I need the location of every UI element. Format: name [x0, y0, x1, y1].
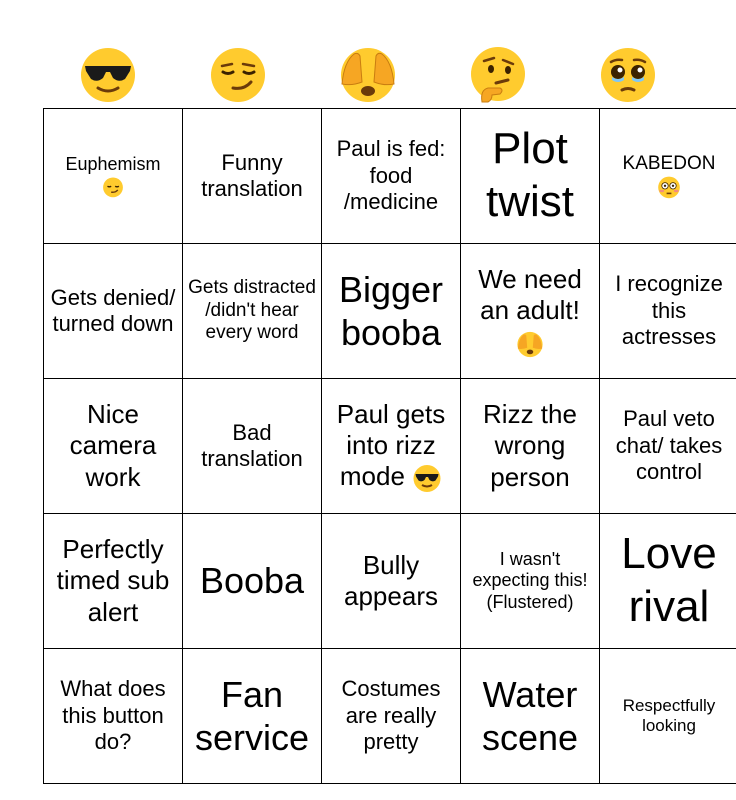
bingo-cell[interactable] — [461, 109, 600, 244]
bingo-cell[interactable] — [44, 379, 183, 514]
cell-text: I wasn't expecting this! (Flustered) — [472, 548, 588, 612]
smirking-face-icon — [208, 44, 268, 104]
header-cell-2 — [173, 40, 303, 108]
bingo-cell[interactable] — [600, 244, 736, 379]
bingo-cell[interactable] — [600, 109, 736, 244]
bingo-cell[interactable] — [322, 109, 461, 244]
board-row-2 — [44, 244, 736, 379]
bingo-cell[interactable] — [600, 379, 736, 514]
face-with-hands-over-eyes-icon — [338, 44, 398, 104]
cell-text: Booba — [199, 560, 305, 602]
bingo-cell[interactable] — [461, 514, 600, 649]
face-with-hands-over-eyes-icon — [516, 330, 544, 358]
header-cell-1 — [43, 40, 173, 108]
header-cell-5 — [563, 40, 693, 108]
cell-text: We need an adult! — [478, 264, 582, 326]
bingo-cell[interactable] — [461, 379, 600, 514]
sunglasses-face-icon — [412, 463, 442, 493]
bingo-cell[interactable] — [183, 514, 322, 649]
bingo-cell[interactable] — [183, 379, 322, 514]
cell-text: Respectfully looking — [622, 695, 716, 735]
bingo-cell[interactable] — [461, 649, 600, 784]
board-row-5 — [44, 649, 736, 784]
bingo-cell[interactable] — [44, 649, 183, 784]
cell-text: Bigger booba — [338, 268, 444, 353]
cell-text: Euphemism — [65, 154, 161, 175]
emoji-header-row — [43, 40, 693, 108]
cell-text: Perfectly timed sub alert — [56, 534, 170, 627]
cell-text: Paul gets into rizz mode — [336, 398, 446, 492]
cell-text: Funny translation — [201, 149, 303, 201]
bingo-cell[interactable] — [322, 649, 461, 784]
cell-text: Gets distracted /didn't hear every word — [188, 276, 316, 344]
flushed-face-icon — [657, 175, 681, 199]
thinking-face-icon — [468, 44, 528, 104]
cell-text: Fan service — [194, 673, 310, 758]
cell-text: Nice camera work — [69, 399, 157, 492]
bingo-cell[interactable] — [322, 379, 461, 514]
bingo-cell[interactable] — [183, 649, 322, 784]
cell-text: Paul veto chat/ takes control — [615, 406, 723, 485]
cell-text: What does this button do? — [60, 676, 166, 755]
bingo-cell[interactable] — [322, 244, 461, 379]
board-row-4 — [44, 514, 736, 649]
cell-text: KABEDON — [622, 152, 716, 174]
bingo-cell[interactable] — [44, 244, 183, 379]
bingo-cell[interactable] — [461, 244, 600, 379]
smirking-face-icon — [102, 176, 124, 198]
cell-text: I recognize this actresses — [615, 271, 723, 350]
board-row-3 — [44, 379, 736, 514]
board-row-1 — [44, 109, 736, 244]
header-cell-3 — [303, 40, 433, 108]
bingo-cell[interactable] — [600, 514, 736, 649]
bingo-board — [43, 108, 736, 784]
cell-text: Plot twist — [486, 124, 574, 226]
cell-text: Bad translation — [201, 419, 303, 471]
cell-text: Love rival — [621, 529, 717, 631]
cell-text: Gets denied/ turned down — [50, 284, 176, 336]
sunglasses-face-icon — [78, 44, 138, 104]
cell-text: Water scene — [481, 673, 579, 758]
cell-text: Costumes are really pretty — [341, 676, 441, 755]
bingo-cell[interactable] — [600, 649, 736, 784]
bingo-cell[interactable] — [322, 514, 461, 649]
cell-text: Bully appears — [344, 549, 438, 611]
header-cell-4 — [433, 40, 563, 108]
cell-text: Rizz the wrong person — [483, 399, 577, 492]
bingo-cell[interactable] — [183, 109, 322, 244]
bingo-cell[interactable] — [44, 109, 183, 244]
bingo-cell[interactable] — [183, 244, 322, 379]
pleading-face-icon — [598, 44, 658, 104]
cell-text: Paul is fed: food /medicine — [336, 136, 446, 215]
bingo-cell[interactable] — [44, 514, 183, 649]
